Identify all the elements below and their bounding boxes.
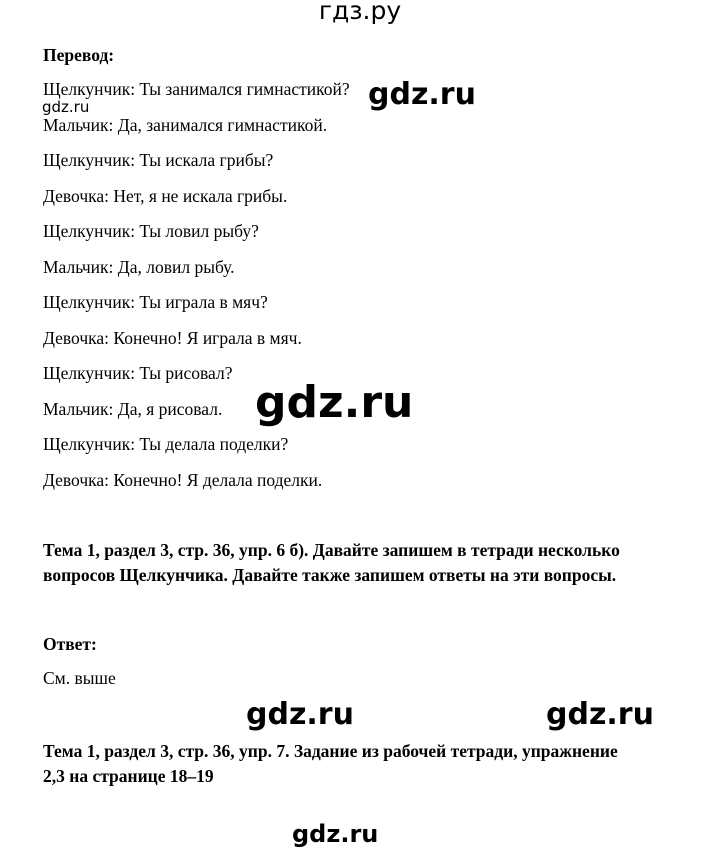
task-7-line2: 2,3 на странице 18–19 [43, 766, 214, 786]
task-7-heading [43, 739, 703, 789]
watermark-center: gdz.ru [255, 377, 414, 428]
translation-heading: Перевод: [43, 45, 115, 65]
watermark-bottom: gdz.ru [292, 820, 379, 848]
dialogue-line: Щелкунчик: Ты рисовал? [43, 363, 233, 383]
task-6b-line2: вопросов Щелкунчика. Давайте также запишем ответы на эти вопросы. [43, 565, 617, 585]
dialogue-line: Мальчик: Да, занимался гимнастикой. [43, 115, 328, 135]
dialogue-line: Щелкунчик: Ты делала поделки? [43, 434, 289, 454]
dialogue-line: Девочка: Конечно! Я делала поделки. [43, 470, 323, 490]
task-6b-heading [43, 538, 703, 588]
watermark-small: gdz.ru [42, 98, 90, 116]
watermark-lower-left: gdz.ru [246, 697, 354, 732]
watermark-top: gdz.ru [368, 77, 476, 112]
dialogue-line: Девочка: Конечно! Я играла в мяч. [43, 328, 302, 348]
dialogue-line: Щелкунчик: Ты занимался гимнастикой? [43, 79, 350, 99]
dialogue-line: Щелкунчик: Ты играла в мяч? [43, 292, 268, 312]
dialogue-line: Щелкунчик: Ты искала грибы? [43, 150, 274, 170]
dialogue-line: Мальчик: Да, ловил рыбу. [43, 257, 235, 277]
dialogue-line: Щелкунчик: Ты ловил рыбу? [43, 221, 259, 241]
site-title: гдз.ру [318, 0, 402, 25]
watermark-lower-right: gdz.ru [546, 697, 654, 732]
answer-text: См. выше [43, 668, 116, 688]
dialogue-line: Мальчик: Да, я рисовал. [43, 399, 223, 419]
task-7-line1: Тема 1, раздел 3, стр. 36, упр. 7. Задание из рабочей тетради, упражнение [43, 741, 618, 761]
dialogue-line: Девочка: Нет, я не искала грибы. [43, 186, 288, 206]
answer-heading: Ответ: [43, 634, 97, 654]
task-6b-line1: Тема 1, раздел 3, стр. 36, упр. 6 б). Давайте запишем в тетради несколько [43, 540, 620, 560]
